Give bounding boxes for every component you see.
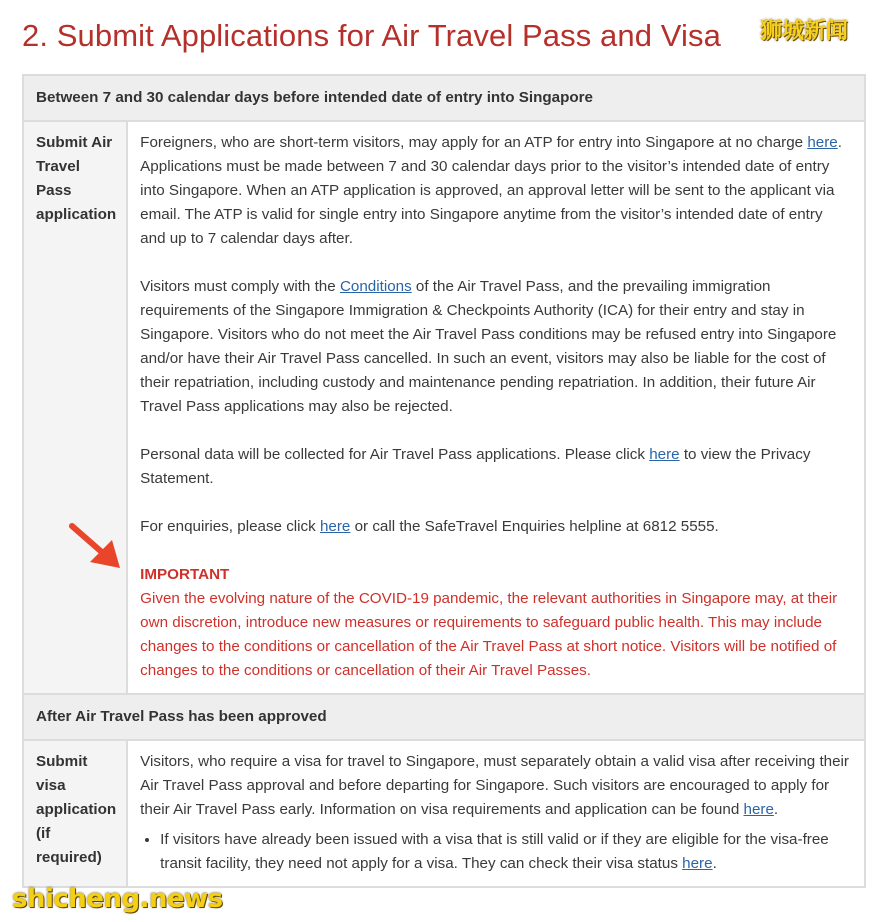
red-arrow-icon xyxy=(68,522,126,572)
section1-row xyxy=(23,121,865,694)
list-item: • If visitors have already been issued with a visa that is still valid or if they are eligible for the visa-free transit facility, they need not apply for a visa. They can check their visa status here. xyxy=(160,828,852,876)
section1-paragraph-4: For enquiries, please click here or call the SafeTravel Enquiries helpline at 6812 5555. xyxy=(140,518,719,535)
section1-paragraph-2: Visitors must comply with the Conditions of the Air Travel Pass, and the prevailing immigration requirements of the Singapore Immigration & Checkpoints Authority (ICA) for their entry and stay in Singapore. Visitors who do not meet the Air Travel Pass conditions may be refused entry into Singapore and/or have their Air Travel Pass cancelled. In such an event, visitors may also be liable for the cost of their repatriation, including custody and maintenance pending repatriation. In addition, their future Air Travel Pass applications may also be rejected. xyxy=(140,278,837,415)
watermark-logo-top: 狮城新闻 xyxy=(760,19,849,44)
section2-header: After Air Travel Pass has been approved xyxy=(23,694,865,740)
application-steps-table xyxy=(22,74,866,888)
section2-paragraph-1: Visitors, who require a visa for travel to Singapore, must separately obtain a valid visa after receiving their Air Travel Pass approval and before departing for Singapore. Such visitors are encouraged to apply for their Air Travel Pass early. Information on visa requirements and application can be found here. xyxy=(140,753,849,818)
enquiries-link[interactable]: here xyxy=(319,518,351,535)
important-notice: Given the evolving nature of the COVID-19 pandemic, the relevant authorities in Singapore may, at their own discretion, introduce new measures or requirements to safeguard public health. This may include changes to the conditions or cancellation of the Air Travel Pass at short notice. Visitors will be notified of changes to the conditions or cancellation of their Air Travel Passes. xyxy=(140,590,838,679)
section1-label: Submit Air Travel Pass application xyxy=(23,121,127,694)
atp-apply-link[interactable]: here xyxy=(807,134,838,151)
important-title: IMPORTANT xyxy=(140,566,230,583)
page-title: 2. Submit Applications for Air Travel Pass and Visa xyxy=(22,18,721,53)
conditions-link[interactable]: Conditions xyxy=(339,278,412,295)
privacy-statement-link[interactable]: here xyxy=(649,446,680,463)
section1-header: Between 7 and 30 calendar days before intended date of entry into Singapore xyxy=(23,75,865,121)
visa-info-link[interactable]: here xyxy=(743,801,774,818)
watermark-logo-bottom: shicheng.news xyxy=(12,884,223,914)
section2-row xyxy=(23,740,865,887)
visa-status-link[interactable]: here xyxy=(682,855,713,872)
section2-body xyxy=(127,740,865,887)
section2-bullet-list xyxy=(140,828,852,876)
section-header-row xyxy=(23,75,865,121)
section2-label: Submit visa application (if required) xyxy=(23,740,127,887)
section-header-row-2 xyxy=(23,694,865,740)
section1-paragraph-3: Personal data will be collected for Air Travel Pass applications. Please click here to view the Privacy Statement. xyxy=(140,446,811,487)
section1-paragraph-1: Foreigners, who are short-term visitors, may apply for an ATP for entry into Singapore at no charge here. Applications must be made between 7 and 30 calendar days prior to the visitor’s intended date of entry into Singapore. When an ATP application is approved, an approval letter will be sent to the applicant via email. The ATP is valid for single entry into Singapore anytime from the visitor’s intended date of entry and up to 7 calendar days after. xyxy=(140,134,842,247)
section1-body xyxy=(127,121,865,694)
